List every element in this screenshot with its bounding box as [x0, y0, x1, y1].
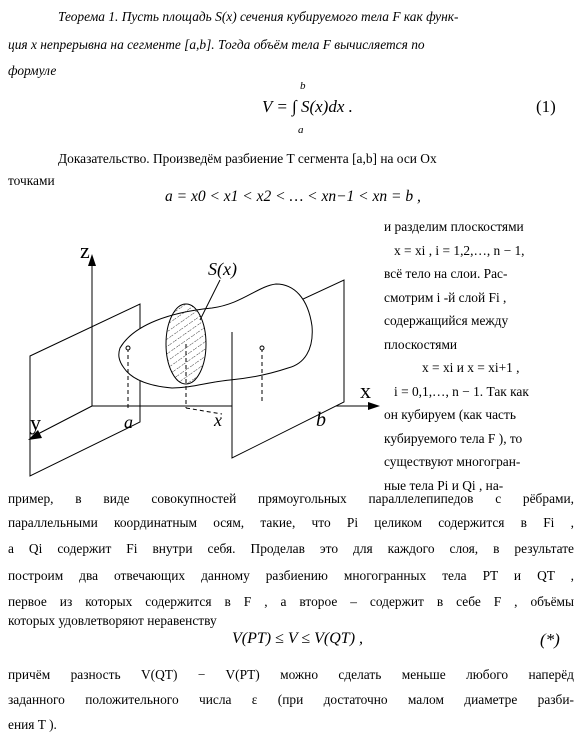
wrap-line: x = xi и x = xi+1 ,: [422, 360, 520, 375]
body-line: параллельными координатным осям, такие, что Pi целиком содержится в Fi ,: [8, 515, 574, 530]
wrap-line: x = xi , i = 1,2,…, n − 1,: [394, 242, 525, 258]
closing-line: причём разность V(QT) − V(PT) можно сделать меньше любого наперёд: [8, 667, 574, 682]
proof-line-1: Доказательство. Произведём разбиение T сегмента [a,b] на оси Ox: [58, 151, 437, 166]
body-line: построим два отвечающих данному разбиению многогранных тела PT и QT ,: [8, 568, 574, 583]
wrap-line: кубируемого тела F ), то: [384, 430, 523, 446]
z-axis-label: z: [80, 238, 90, 263]
closing-line: заданного положительного числа ε (при достаточно малом диаметре разби-: [8, 692, 574, 707]
point-b-label: b: [316, 409, 326, 431]
formula-volume: V = ∫ S(x)dx .: [262, 97, 353, 116]
wrap-line: i = 0,1,…, n − 1. Так как: [394, 383, 529, 399]
theorem-line-3: формуле: [8, 63, 57, 78]
point-a-label: a: [124, 412, 133, 432]
section-label: S(x): [208, 259, 237, 279]
partition-formula: a = x0 < x1 < x2 < … < xn−1 < xn = b ,: [165, 188, 421, 205]
body-line: которых удовлетворяют неравенству: [8, 613, 217, 628]
proof-line-2: точками: [8, 173, 55, 188]
wrap-line: всё тело на слои. Рас-: [384, 266, 508, 281]
y-axis-label: y: [30, 410, 41, 435]
wrap-line: и разделим плоскостями: [384, 219, 524, 234]
closing-line: ения T ).: [8, 717, 57, 732]
y-axis: [34, 406, 92, 436]
inequality-formula: V(PT) ≤ V ≤ V(QT) ,: [232, 630, 364, 647]
wrap-line: ные тела Pi и Qi , на-: [384, 477, 504, 493]
wrap-line: плоскостями: [384, 336, 458, 352]
body-line: а Qi содержит Fi внутри себя. Проделав это для каждого слоя, в результате: [8, 541, 574, 556]
inequality-number: (*): [540, 630, 560, 649]
theorem-line-1: Теорема 1. Пусть площадь S(x) сечения кубируемого тела F как функ-: [58, 9, 459, 24]
wrap-line: он кубируем (как часть: [384, 407, 516, 422]
x-axis-label: x: [360, 378, 371, 403]
wrap-line: содержащийся между: [384, 313, 509, 328]
equation-number-1: (1): [536, 97, 556, 116]
body-line: первое из которых содержится в F , а второе – содержит в себе F , объёмы: [8, 594, 574, 609]
solid-body-figure: [22, 228, 382, 490]
point-x-label: x: [214, 410, 222, 430]
x-axis-arrow: [368, 402, 380, 410]
theorem-line-2: ция x непрерывна на сегменте [a,b]. Тогда объём тела F вычисляется по: [8, 37, 425, 52]
left-plane: [30, 304, 140, 476]
body-line: пример, в виде совокупностей прямоугольных параллелепипедов с рёбрами,: [8, 491, 574, 506]
integral-lower-limit: a: [298, 124, 304, 136]
wrapped-text-column: [384, 215, 574, 497]
integral-upper-limit: b: [300, 80, 306, 92]
wrap-line: смотрим i -й слой Fi ,: [384, 289, 507, 305]
wrap-line: существуют многогран-: [384, 454, 521, 469]
